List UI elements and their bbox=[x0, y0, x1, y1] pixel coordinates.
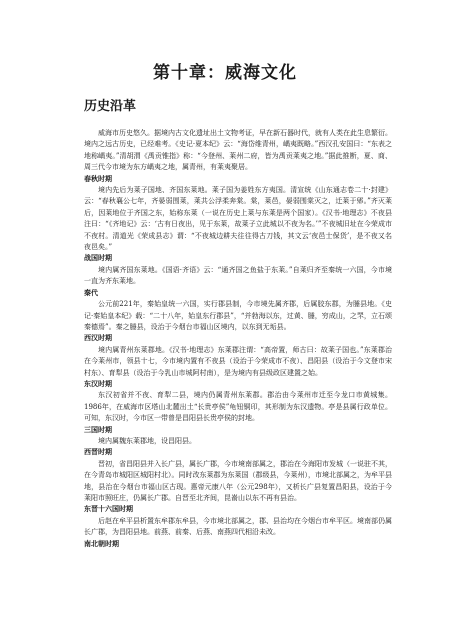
period-paragraph: 公元前221年，秦始皇统一六国，实行郡县制，今市境先属齐郡，后属胶东郡，为腄县地。《史记·秦始皇本纪》载：“二十八年，始皇东行郡县”，“并勃海以东，过黄、腄，穷成山，之罘，立石颂秦德焉”。秦之腄县，设治于今烟台市福山区境内，以东到无垢县。 bbox=[84, 300, 392, 331]
period-paragraph: 东汉初省并不夜、育犁二县，境内仍属青州东莱郡。郡治由今莱州市迁至今龙口市黄城集。1986年，在威海市区塔山北麓出土“长贵亭侯”龟钮铜印，其形制为东汉遗物。亭是县属行政单位。可知，东汉时，今市区一带曾是昌阳县长贵亭侯的封地。 bbox=[84, 391, 392, 423]
period-heading: 西汉时期 bbox=[84, 334, 112, 343]
period-heading: 西晋时期 bbox=[84, 448, 112, 457]
period-heading: 东晋十六国时期 bbox=[84, 505, 133, 514]
period-heading: 南北朝时期 bbox=[84, 539, 119, 548]
period-heading: 秦代 bbox=[84, 288, 98, 297]
period-heading: 东汉时期 bbox=[84, 379, 112, 388]
period-paragraph: 境内属魏东莱郡地，设昌阳县。 bbox=[98, 436, 196, 445]
chapter-title: 第十章：威海文化 bbox=[153, 63, 297, 83]
intro-paragraph: 威海市历史悠久。据境内古文化遗址出土文物考证，早在新石器时代，就有人类在此生息繁衍。境内之远古历史，已经难考。《史记·夏本纪》云：“海岱维青州，嵎夷既略。”西汉孔安国曰：“东表之地称嵎夷。”清胡渭《禹贡锥指》称：“今登州、莱州二府，皆为禹贡莱夷之地。”据此推断，夏、商、周三代今市境为东方嵎夷之地，属青州，有莱夷聚居。 bbox=[84, 129, 392, 172]
period-paragraph: 境内属齐国东莱地。《国语·齐语》云：“通齐国之鱼盐于东莱。”自莱归齐至秦统一六国，今市境一直为齐东莱地。 bbox=[84, 265, 392, 286]
section-heading: 历史沿革 bbox=[84, 99, 137, 114]
period-paragraph: 境内先后为莱子国地、齐国东莱地。莱子国为姜姓东方夷国。清宣统《山东通志卷二十·封建》云：“春秋襄公七年，齐晏弱围莱，莱共公浮柔奔棠。棠，莱邑，晏弱围棠灭之，迁莱于郳。”齐灭莱后，因莱地位于齐国之东，始称东莱（一说在历史上莱与东莱是两个国家）。《汉书·地理志》不夜县注曰：“《齐地记》云：‘古有日夜出，见于东莱，故莱子立此城以不夜为名。’”不夜城旧址在今荣成市不夜村。清道光《荣成县志》谓：“不夜城边耕夫往往得古刀钱，其文云‘夜邑士保货’，是不夜又名夜邑矣。” bbox=[84, 186, 392, 252]
period-paragraph: 后赵在牟平县析置东牟郡东牟县，今市境北部属之，郡、县治均在今烟台市牟平区。境南部仍属长广郡，为昌阳县地。前燕、前秦、后燕、南燕四代相沿未改。 bbox=[84, 516, 392, 537]
document-body bbox=[84, 128, 392, 550]
period-heading: 春秋时期 bbox=[84, 174, 112, 183]
period-heading: 战国时期 bbox=[84, 254, 112, 263]
period-paragraph: 境内属青州东莱郡地。《汉书·地理志》东莱郡注谓：“高帝置，师古曰：故莱子国也。”东莱郡治在今莱州市，领县十七，今市境内置有不夜县（设治于今荣成市不夜）、昌阳县（设治于今文登市宋村东）、育犁县（设治于今乳山市城阿村南），是为境内有县级政区建置之始。 bbox=[84, 345, 392, 377]
period-heading: 三国时期 bbox=[84, 425, 112, 434]
period-paragraph: 晋初，省昌阳县并入长广县，属长广郡，今市境南部属之，郡治在今海阳市发城（一说驻不其，在今青岛市城阳区城阳村北）。同时改东莱郡为东莱国（郡级县，今莱州），市境北部属之，为牟平县地，县治在今烟台市福山区古现。惠帝元康八年（公元298年），又析长广县复置昌阳县，设治于今莱阳市照旺庄，仍属长广郡。自晋至北齐间，昆嵛山以东不再有县治。 bbox=[84, 459, 392, 502]
